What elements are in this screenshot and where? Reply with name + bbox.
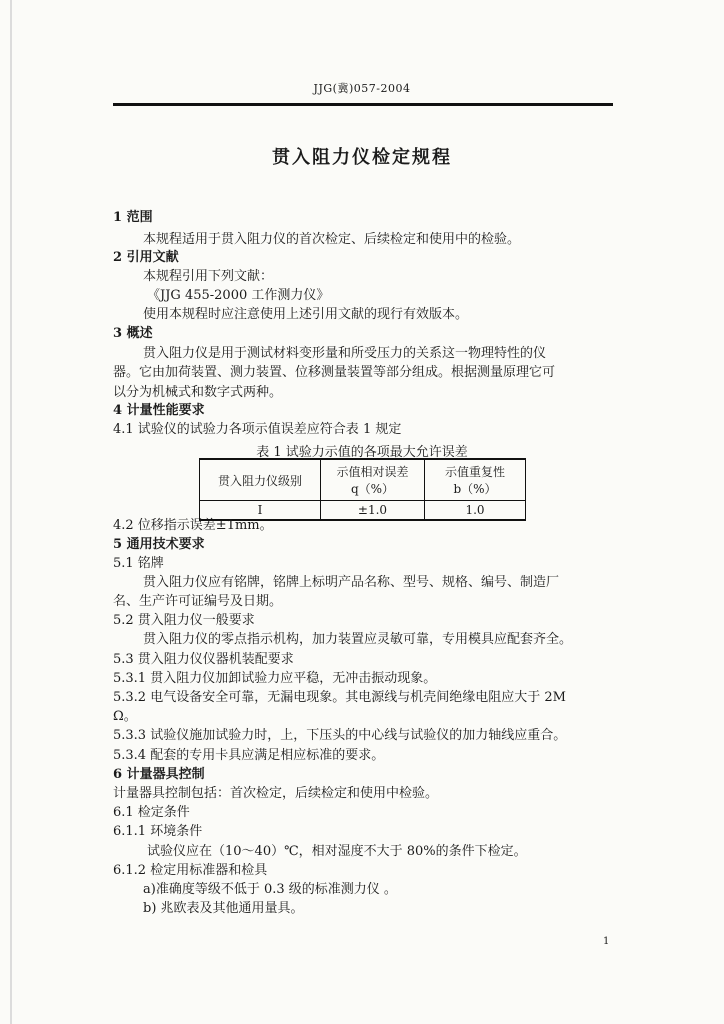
table-1-caption: 表 1 试验力示值的各项最大允许误差 (256, 445, 468, 460)
section-2-heading: 2 引用文献 (113, 250, 179, 265)
th-relative-error-label: 示值相对误差 (336, 465, 409, 479)
section-6-1-1: 6.1.1 环境条件 (113, 824, 203, 839)
section-5-3-4: 5.3.4 配套的专用卡具应满足相应标准的要求。 (113, 748, 385, 763)
section-4-heading: 4 计量性能要求 (113, 403, 205, 418)
section-2-reference: 《JJG 455-2000 工作测力仪》 (147, 288, 330, 303)
section-3-body-3: 以分为机械式和数字式两种。 (113, 385, 283, 400)
section-5-3-2: 5.3.2 电气设备安全可靠，无漏电现象。其电源线与机壳间绝缘电阻应大于 2M (113, 690, 566, 705)
table-1 (199, 458, 526, 521)
section-1-heading: 1 范围 (113, 210, 153, 225)
section-2-body-2: 使用本规程时应注意使用上述引用文献的现行有效版本。 (143, 307, 469, 322)
th-level: 贯入阻力仪级别 (200, 459, 321, 501)
section-5-heading: 5 通用技术要求 (113, 537, 205, 552)
th-repeatability (425, 459, 526, 501)
page-number: 1 (603, 936, 610, 947)
section-3-body-1: 贯入阻力仪是用于测试材料变形量和所受压力的关系这一物理特性的仪 (143, 346, 547, 361)
th-repeatability-unit: b（%） (453, 482, 497, 496)
section-6-heading: 6 计量器具控制 (113, 767, 205, 782)
section-5-3-1: 5.3.1 贯入阻力仪加卸试验力应平稳，无冲击振动现象。 (113, 671, 437, 686)
section-5-2-body: 贯入阻力仪的零点指示机构，加力装置应灵敏可靠，专用模具应配套齐全。 (143, 632, 573, 647)
section-5-3-2-cont: Ω。 (113, 709, 137, 724)
section-6-1: 6.1 检定条件 (113, 805, 190, 820)
section-5-3: 5.3 贯入阻力仪仪器机装配要求 (113, 652, 294, 667)
section-4-2: 4.2 位移指示误差±1mm。 (113, 518, 273, 533)
section-5-1: 5.1 铭牌 (113, 556, 164, 571)
section-6-1-2: 6.1.2 检定用标准器和检具 (113, 863, 268, 878)
section-4-1: 4.1 试验仪的试验力各项示值误差应符合表 1 规定 (113, 422, 402, 437)
section-5-3-3: 5.3.3 试验仪施加试验力时，上，下压头的中心线与试验仪的加力轴线应重合。 (113, 728, 567, 743)
section-3-body-2: 器。它由加荷装置、测力装置、位移测量装置等部分组成。根据测量原理它可 (113, 365, 556, 380)
section-5-1-body-2: 名、生产许可证编号及日期。 (113, 594, 283, 609)
td-level: I (200, 501, 321, 521)
td-relative-error: ±1.0 (321, 501, 425, 521)
section-1-body: 本规程适用于贯入阻力仪的首次检定、后续检定和使用中的检验。 (143, 232, 521, 247)
document-title: 贯入阻力仪检定规程 (272, 147, 452, 168)
document-code-header: JJG(冀)057-2004 (313, 82, 411, 95)
header-rule (113, 103, 613, 106)
section-6-1-1-body: 试验仪应在（10～40）℃，相对湿度不大于 80%的条件下检定。 (147, 844, 527, 859)
th-relative-error (321, 459, 425, 501)
section-6-1-2-a: a)准确度等级不低于 0.3 级的标准测力仪 。 (143, 882, 397, 897)
section-2-body-1: 本规程引用下列文献： (143, 269, 274, 284)
section-5-2: 5.2 贯入阻力仪一般要求 (113, 613, 255, 628)
table-header-row (200, 459, 526, 501)
th-relative-error-unit: q（%） (350, 482, 395, 496)
section-5-1-body-1: 贯入阻力仪应有铭牌，铭牌上标明产品名称、型号、规格、编号、制造厂 (143, 575, 560, 590)
td-repeatability: 1.0 (425, 501, 526, 521)
section-6-1-2-b: b) 兆欧表及其他通用量具。 (143, 901, 304, 916)
section-3-heading: 3 概述 (113, 326, 153, 341)
section-6-intro: 计量器具控制包括：首次检定，后续检定和使用中检验。 (113, 786, 439, 801)
th-repeatability-label: 示值重复性 (444, 465, 505, 479)
